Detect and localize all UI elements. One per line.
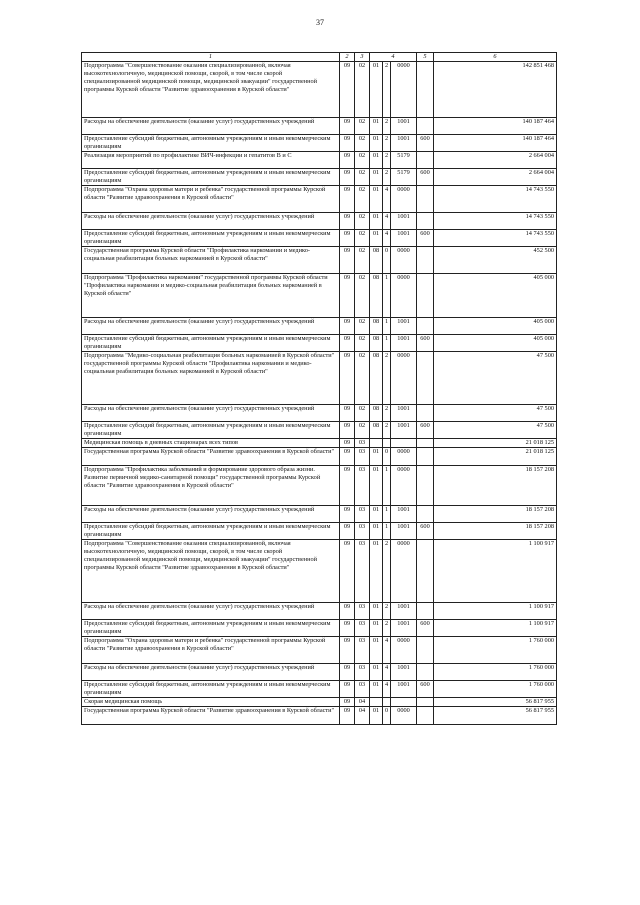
row-section-code: 09	[340, 637, 355, 664]
row-program-code: 01	[370, 466, 383, 506]
table-row	[82, 405, 557, 422]
row-subprogram-code: 4	[383, 664, 391, 681]
row-direction-code: 0000	[391, 352, 417, 405]
row-program-code: 01	[370, 230, 383, 247]
row-subprogram-code	[383, 698, 391, 707]
row-program-code: 01	[370, 448, 383, 466]
row-program-code: 01	[370, 523, 383, 540]
table-row	[82, 274, 557, 318]
row-name-cell: Расходы на обеспечение деятельности (оказание услуг) государственных учреждений	[82, 506, 340, 523]
row-subsection-code: 03	[355, 664, 370, 681]
row-subsection-code: 02	[355, 118, 370, 135]
row-expense-type-code	[417, 213, 434, 230]
row-section-code: 09	[340, 698, 355, 707]
row-expense-type-code	[417, 62, 434, 118]
row-name-cell: Подпрограмма "Совершенствование оказания специализированной, включая высокотехнологичную, медицинской помощи, скорой, в том числе скорой специализированной медицинской помощи, медицинской эвакуации" государственной программы Курской области "Развитие здравоохранения в Курской области"	[82, 62, 340, 118]
row-program-code: 01	[370, 186, 383, 213]
table-row	[82, 620, 557, 637]
row-program-code: 01	[370, 664, 383, 681]
row-subprogram-code: 2	[383, 603, 391, 620]
row-amount: 47 500	[434, 405, 557, 422]
row-section-code: 09	[340, 335, 355, 352]
row-subprogram-code: 2	[383, 135, 391, 152]
header-cell: 1	[82, 53, 340, 62]
row-subprogram-code: 1	[383, 466, 391, 506]
row-expense-type-code	[417, 540, 434, 603]
row-program-code: 08	[370, 247, 383, 274]
row-subprogram-code: 4	[383, 230, 391, 247]
table-row	[82, 523, 557, 540]
row-direction-code: 0000	[391, 540, 417, 603]
row-name-cell: Предоставление субсидий бюджетным, автономным учреждениям и иным некоммерческим организациям	[82, 135, 340, 152]
row-amount: 2 664 004	[434, 152, 557, 169]
row-name-cell: Расходы на обеспечение деятельности (оказание услуг) государственных учреждений	[82, 664, 340, 681]
row-amount: 1 100 917	[434, 540, 557, 603]
row-subsection-code: 02	[355, 247, 370, 274]
row-name-cell: Предоставление субсидий бюджетным, автономным учреждениям и иным некоммерческим организациям	[82, 335, 340, 352]
row-section-code: 09	[340, 422, 355, 439]
row-direction-code: 1001	[391, 135, 417, 152]
row-program-code: 01	[370, 118, 383, 135]
row-amount: 1 100 917	[434, 603, 557, 620]
row-section-code: 09	[340, 352, 355, 405]
row-subsection-code: 03	[355, 439, 370, 448]
row-section-code: 09	[340, 603, 355, 620]
row-amount: 140 187 464	[434, 135, 557, 152]
row-section-code: 09	[340, 620, 355, 637]
row-name-cell: Подпрограмма "Охрана здоровья матери и ребенка" государственной программы Курской области "Развитие здравоохранения в Курской области"	[82, 186, 340, 213]
row-amount: 47 500	[434, 422, 557, 439]
row-name-cell: Предоставление субсидий бюджетным, автономным учреждениям и иным некоммерческим организациям	[82, 681, 340, 698]
header-cell: 6	[434, 53, 557, 62]
row-section-code: 09	[340, 318, 355, 335]
row-expense-type-code	[417, 274, 434, 318]
row-direction-code: 1001	[391, 405, 417, 422]
row-section-code: 09	[340, 247, 355, 274]
row-expense-type-code	[417, 405, 434, 422]
table-row	[82, 466, 557, 506]
row-subprogram-code: 4	[383, 213, 391, 230]
row-section-code: 09	[340, 540, 355, 603]
row-subsection-code: 02	[355, 318, 370, 335]
table-row	[82, 135, 557, 152]
row-amount: 452 500	[434, 247, 557, 274]
row-direction-code	[391, 698, 417, 707]
row-subsection-code: 02	[355, 405, 370, 422]
row-amount: 21 018 125	[434, 448, 557, 466]
table-row	[82, 152, 557, 169]
row-direction-code: 0000	[391, 466, 417, 506]
row-direction-code: 1001	[391, 335, 417, 352]
row-expense-type-code	[417, 448, 434, 466]
row-amount: 140 187 464	[434, 118, 557, 135]
row-subprogram-code: 2	[383, 352, 391, 405]
row-program-code	[370, 439, 383, 448]
row-direction-code: 1001	[391, 620, 417, 637]
row-subsection-code: 03	[355, 448, 370, 466]
row-amount: 14 743 550	[434, 186, 557, 213]
row-section-code: 09	[340, 466, 355, 506]
table-row	[82, 318, 557, 335]
row-direction-code	[391, 439, 417, 448]
row-expense-type-code	[417, 439, 434, 448]
row-subsection-code: 02	[355, 274, 370, 318]
row-direction-code: 1001	[391, 523, 417, 540]
row-direction-code: 1001	[391, 118, 417, 135]
row-subprogram-code: 4	[383, 637, 391, 664]
row-expense-type-code: 600	[417, 523, 434, 540]
row-expense-type-code	[417, 506, 434, 523]
row-direction-code: 5179	[391, 152, 417, 169]
row-subsection-code: 03	[355, 603, 370, 620]
table-row	[82, 707, 557, 725]
row-subprogram-code: 2	[383, 169, 391, 186]
table-row	[82, 118, 557, 135]
row-section-code: 09	[340, 681, 355, 698]
row-direction-code: 0000	[391, 637, 417, 664]
table-row	[82, 603, 557, 620]
row-section-code: 09	[340, 448, 355, 466]
row-section-code: 09	[340, 523, 355, 540]
row-amount: 142 851 468	[434, 62, 557, 118]
row-direction-code: 0000	[391, 62, 417, 118]
row-name-cell: Подпрограмма "Медико-социальная реабилитация больных наркоманией в Курской области" государственной программы Курской области "Профилактика наркомании и медико-социальная реабилитация больных наркоманией в Курской области"	[82, 352, 340, 405]
row-program-code: 01	[370, 681, 383, 698]
row-subprogram-code	[383, 439, 391, 448]
row-program-code: 01	[370, 506, 383, 523]
table-row	[82, 698, 557, 707]
table-row	[82, 681, 557, 698]
row-section-code: 09	[340, 152, 355, 169]
row-expense-type-code: 600	[417, 422, 434, 439]
row-program-code	[370, 698, 383, 707]
row-program-code: 01	[370, 213, 383, 230]
row-direction-code: 5179	[391, 169, 417, 186]
row-name-cell: Предоставление субсидий бюджетным, автономным учреждениям и иным некоммерческим организациям	[82, 523, 340, 540]
row-program-code: 01	[370, 707, 383, 725]
row-expense-type-code	[417, 466, 434, 506]
row-section-code: 09	[340, 664, 355, 681]
row-expense-type-code	[417, 637, 434, 664]
row-expense-type-code: 600	[417, 620, 434, 637]
row-amount: 1 760 000	[434, 681, 557, 698]
row-subprogram-code: 4	[383, 681, 391, 698]
row-direction-code: 0000	[391, 274, 417, 318]
budget-table	[81, 52, 557, 725]
row-name-cell: Государственная программа Курской области "Развитие здравоохранения в Курской области"	[82, 448, 340, 466]
table-row	[82, 62, 557, 118]
row-subprogram-code: 1	[383, 523, 391, 540]
row-name-cell: Государственная программа Курской области "Развитие здравоохранения в Курской области"	[82, 707, 340, 725]
row-program-code: 08	[370, 405, 383, 422]
row-direction-code: 1001	[391, 603, 417, 620]
row-expense-type-code	[417, 698, 434, 707]
row-amount: 14 743 550	[434, 230, 557, 247]
row-program-code: 01	[370, 620, 383, 637]
row-expense-type-code	[417, 247, 434, 274]
table-row	[82, 186, 557, 213]
row-subprogram-code: 2	[383, 62, 391, 118]
row-name-cell: Расходы на обеспечение деятельности (оказание услуг) государственных учреждений	[82, 405, 340, 422]
row-amount: 56 817 955	[434, 707, 557, 725]
row-amount: 1 100 917	[434, 620, 557, 637]
header-cell: 5	[417, 53, 434, 62]
row-name-cell: Предоставление субсидий бюджетным, автономным учреждениям и иным некоммерческим организациям	[82, 230, 340, 247]
row-name-cell: Медицинская помощь в дневных стационарах всех типов	[82, 439, 340, 448]
row-subsection-code: 03	[355, 620, 370, 637]
row-section-code: 09	[340, 118, 355, 135]
row-program-code: 08	[370, 318, 383, 335]
row-expense-type-code: 600	[417, 681, 434, 698]
row-name-cell: Расходы на обеспечение деятельности (оказание услуг) государственных учреждений	[82, 318, 340, 335]
row-direction-code: 1001	[391, 213, 417, 230]
row-expense-type-code	[417, 318, 434, 335]
table-row	[82, 169, 557, 186]
row-subsection-code: 03	[355, 523, 370, 540]
table-header-row	[82, 53, 557, 62]
row-program-code: 01	[370, 152, 383, 169]
row-subprogram-code: 0	[383, 247, 391, 274]
row-subsection-code: 04	[355, 707, 370, 725]
row-direction-code: 0000	[391, 247, 417, 274]
row-subsection-code: 02	[355, 135, 370, 152]
row-subsection-code: 02	[355, 169, 370, 186]
row-direction-code: 1001	[391, 681, 417, 698]
row-name-cell: Предоставление субсидий бюджетным, автономным учреждениям и иным некоммерческим организациям	[82, 422, 340, 439]
row-subprogram-code: 0	[383, 707, 391, 725]
row-direction-code: 1001	[391, 664, 417, 681]
row-amount: 18 157 208	[434, 523, 557, 540]
header-cell: 2	[340, 53, 355, 62]
row-subprogram-code: 1	[383, 335, 391, 352]
row-subsection-code: 02	[355, 335, 370, 352]
row-program-code: 08	[370, 422, 383, 439]
row-direction-code: 1001	[391, 506, 417, 523]
row-amount: 14 743 550	[434, 213, 557, 230]
row-subprogram-code: 1	[383, 506, 391, 523]
row-subsection-code: 03	[355, 540, 370, 603]
row-amount: 405 000	[434, 274, 557, 318]
row-section-code: 09	[340, 405, 355, 422]
row-section-code: 09	[340, 169, 355, 186]
row-subprogram-code: 1	[383, 318, 391, 335]
table-row	[82, 213, 557, 230]
row-amount: 1 760 000	[434, 637, 557, 664]
table-row	[82, 506, 557, 523]
row-name-cell: Предоставление субсидий бюджетным, автономным учреждениям и иным некоммерческим организациям	[82, 620, 340, 637]
row-subsection-code: 02	[355, 186, 370, 213]
page-number: 37	[316, 18, 324, 27]
row-subsection-code: 02	[355, 213, 370, 230]
table-row	[82, 540, 557, 603]
row-section-code: 09	[340, 213, 355, 230]
row-section-code: 09	[340, 62, 355, 118]
row-subprogram-code: 2	[383, 405, 391, 422]
row-section-code: 09	[340, 506, 355, 523]
row-expense-type-code: 600	[417, 230, 434, 247]
row-name-cell: Расходы на обеспечение деятельности (оказание услуг) государственных учреждений	[82, 603, 340, 620]
row-name-cell: Государственная программа Курской области "Профилактика наркомании и медико-социальная реабилитация больных наркоманией в Курской области"	[82, 247, 340, 274]
row-section-code: 09	[340, 230, 355, 247]
row-direction-code: 0000	[391, 186, 417, 213]
row-section-code: 09	[340, 707, 355, 725]
row-amount: 21 018 125	[434, 439, 557, 448]
row-name-cell: Расходы на обеспечение деятельности (оказание услуг) государственных учреждений	[82, 213, 340, 230]
row-subprogram-code: 1	[383, 274, 391, 318]
row-program-code: 01	[370, 62, 383, 118]
row-name-cell: Подпрограмма "Охрана здоровья матери и ребенка" государственной программы Курской области "Развитие здравоохранения в Курской области"	[82, 637, 340, 664]
row-subprogram-code: 2	[383, 540, 391, 603]
row-subsection-code: 02	[355, 352, 370, 405]
row-expense-type-code: 600	[417, 335, 434, 352]
row-subsection-code: 03	[355, 681, 370, 698]
row-direction-code: 0000	[391, 448, 417, 466]
row-amount: 1 760 000	[434, 664, 557, 681]
row-name-cell: Расходы на обеспечение деятельности (оказание услуг) государственных учреждений	[82, 118, 340, 135]
row-subprogram-code: 2	[383, 152, 391, 169]
row-subsection-code: 02	[355, 62, 370, 118]
row-program-code: 01	[370, 135, 383, 152]
row-amount: 405 000	[434, 318, 557, 335]
row-name-cell: Подпрограмма "Совершенствование оказания специализированной, включая высокотехнологичную, медицинской помощи, скорой, в том числе скорой специализированной медицинской помощи, медицинской эвакуации" государственной программы Курской области "Развитие здравоохранения в Курской области"	[82, 540, 340, 603]
row-section-code: 09	[340, 135, 355, 152]
row-amount: 47 500	[434, 352, 557, 405]
table-row	[82, 448, 557, 466]
row-subsection-code: 03	[355, 637, 370, 664]
table-row	[82, 439, 557, 448]
row-subprogram-code: 2	[383, 620, 391, 637]
row-subprogram-code: 4	[383, 186, 391, 213]
row-program-code: 01	[370, 603, 383, 620]
header-cell: 4	[370, 53, 417, 62]
row-expense-type-code	[417, 707, 434, 725]
row-expense-type-code	[417, 664, 434, 681]
row-subsection-code: 02	[355, 422, 370, 439]
row-program-code: 08	[370, 274, 383, 318]
row-amount: 2 664 004	[434, 169, 557, 186]
row-program-code: 01	[370, 637, 383, 664]
row-amount: 56 817 955	[434, 698, 557, 707]
table-row	[82, 422, 557, 439]
table-row	[82, 335, 557, 352]
row-name-cell: Подпрограмма "Профилактика наркомании" государственной программы Курской области "Профилактика наркомании и медико-социальная реабилитация больных наркоманией в Курской области"	[82, 274, 340, 318]
table-row	[82, 664, 557, 681]
row-subprogram-code: 2	[383, 118, 391, 135]
row-section-code: 09	[340, 274, 355, 318]
row-subsection-code: 04	[355, 698, 370, 707]
header-cell: 3	[355, 53, 370, 62]
row-direction-code: 1001	[391, 318, 417, 335]
row-section-code: 09	[340, 186, 355, 213]
row-program-code: 01	[370, 540, 383, 603]
row-program-code: 08	[370, 352, 383, 405]
row-subprogram-code: 0	[383, 448, 391, 466]
row-expense-type-code	[417, 186, 434, 213]
row-amount: 18 157 208	[434, 466, 557, 506]
row-expense-type-code: 600	[417, 169, 434, 186]
row-name-cell: Предоставление субсидий бюджетным, автономным учреждениям и иным некоммерческим организациям	[82, 169, 340, 186]
row-name-cell: Скорая медицинская помощь	[82, 698, 340, 707]
table-row	[82, 230, 557, 247]
row-subsection-code: 02	[355, 230, 370, 247]
row-direction-code: 1001	[391, 230, 417, 247]
row-direction-code: 0000	[391, 707, 417, 725]
row-subprogram-code: 2	[383, 422, 391, 439]
row-subsection-code: 03	[355, 506, 370, 523]
row-program-code: 08	[370, 335, 383, 352]
row-amount: 18 157 208	[434, 506, 557, 523]
row-amount: 405 000	[434, 335, 557, 352]
row-expense-type-code	[417, 118, 434, 135]
table-row	[82, 352, 557, 405]
row-expense-type-code	[417, 152, 434, 169]
row-expense-type-code	[417, 603, 434, 620]
row-name-cell: Реализация мероприятий по профилактике ВИЧ-инфекции и гепатитов В и С	[82, 152, 340, 169]
row-section-code: 09	[340, 439, 355, 448]
row-subsection-code: 03	[355, 466, 370, 506]
row-name-cell: Подпрограмма "Профилактика заболеваний и формирование здорового образа жизни. Развитие первичной медико-санитарной помощи" государственной программы Курской области "Развитие здравоохранения в Курской области"	[82, 466, 340, 506]
row-program-code: 01	[370, 169, 383, 186]
table-row	[82, 247, 557, 274]
table-row	[82, 637, 557, 664]
row-direction-code: 1001	[391, 422, 417, 439]
row-subsection-code: 02	[355, 152, 370, 169]
row-expense-type-code: 600	[417, 135, 434, 152]
row-expense-type-code	[417, 352, 434, 405]
